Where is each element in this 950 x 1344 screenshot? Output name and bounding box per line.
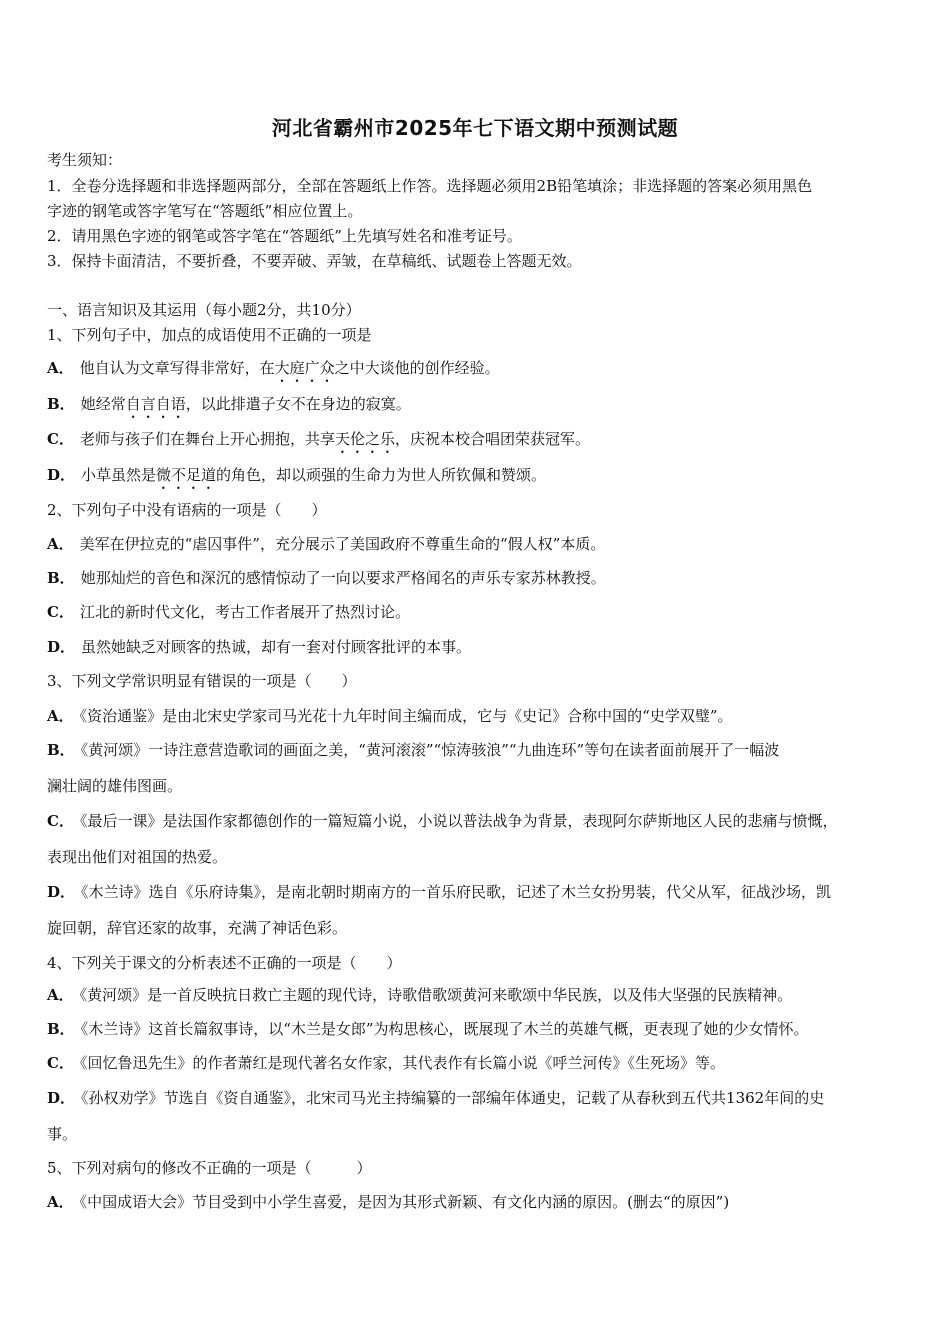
option-c (47, 602, 410, 622)
option-continuation: 澜壮阔的雄伟图画。 (47, 777, 183, 795)
option-d (47, 637, 471, 657)
option-a (47, 985, 792, 1005)
option-b (47, 1019, 809, 1039)
option-text: 虽然她缺乏对顾客的热诚，却有一套对付顾客批评的本事。 (81, 638, 472, 656)
option-text: 小草虽然是 (81, 466, 157, 484)
option-label: A． (47, 986, 74, 1004)
option-label: D． (47, 1089, 76, 1107)
option-text: ，庆祝本校合唱团荣获冠军。 (394, 430, 590, 448)
question-stem-5: 5、下列对病句的修改不正确的一项是（ ） (47, 1159, 372, 1177)
option-label: B． (47, 741, 75, 759)
dotted-idiom: 自言自语 (125, 395, 186, 413)
option-continuation: 事。 (47, 1125, 78, 1143)
option-label: A． (47, 359, 74, 377)
option-text: 之中大谈他的创作经验。 (334, 359, 500, 377)
dotted-idiom: 大庭广众 (274, 359, 335, 377)
option-b (47, 740, 779, 760)
question-stem-2: 2、下列句子中没有语病的一项是（ ） (47, 501, 327, 519)
option-label: B． (47, 1020, 75, 1038)
option-text: 的角色，却以顽强的生命力为世人所钦佩和赞颂。 (216, 466, 547, 484)
option-text: 《黄河颂》是一首反映抗日救亡主题的现代诗，诗歌借歌颂黄河来歌颂中华民族，以及伟大坚强的民族精神。 (79, 986, 793, 1004)
option-text: 《黄河颂》一诗注意营造歌词的画面之美，“黄河滚滚”“惊涛骇浪”“九曲连环”等句在读者面前展开了一幅波 (80, 741, 780, 759)
option-c (47, 811, 837, 831)
question-stem-3: 3、下列文学常识明显有错误的一项是（ ） (47, 672, 357, 690)
option-d (47, 465, 546, 493)
option-label: D． (47, 638, 76, 656)
section-heading: 一、语言知识及其运用（每小题2分，共10分） (47, 301, 361, 319)
notice-heading: 考生须知： (47, 151, 123, 169)
option-text: 美军在伊拉克的“虐囚事件”，充分展示了美国政府不尊重生命的“假人权”本质。 (79, 535, 606, 553)
notice-item: 1．全卷分选择题和非选择题两部分，全部在答题纸上作答。选择题必须用2B铅笔填涂；非选择题的答案必须用黑色 (47, 177, 813, 195)
option-label: C． (47, 812, 74, 830)
option-label: C． (47, 430, 74, 448)
option-b (47, 568, 606, 588)
option-text: 《木兰诗》选自《乐府诗集》，是南北朝时期南方的一首乐府民歌，记述了木兰女扮男装，代父从军，征战沙场，凯 (81, 883, 832, 901)
option-label: C． (47, 603, 74, 621)
notice-item: 2．请用黑色字迹的钢笔或答字笔在“答题纸”上先填写姓名和准考证号。 (47, 227, 522, 245)
option-d (47, 882, 831, 902)
option-d (47, 1088, 824, 1108)
question-stem-1: 1、下列句子中，加点的成语使用不正确的一项是 (47, 326, 372, 344)
option-text: 《中国成语大会》节目受到中小学生喜爱，是因为其形式新颖、有文化内涵的原因。(删去“的原因”) (79, 1193, 730, 1211)
option-a (47, 1192, 729, 1212)
option-label: B． (47, 395, 75, 413)
option-a (47, 706, 732, 726)
option-text: 她经常 (80, 395, 126, 413)
option-label: D． (47, 466, 76, 484)
option-label: A． (47, 707, 74, 725)
option-text: ，以此排遣子女不在身边的寂寞。 (185, 395, 411, 413)
option-c (47, 1053, 725, 1073)
option-label: A． (47, 1193, 74, 1211)
dotted-idiom: 微不足道 (156, 466, 217, 484)
option-label: B． (47, 569, 75, 587)
dotted-idiom: 天伦之乐 (334, 430, 395, 448)
option-text: 她那灿烂的音色和深沉的感情惊动了一向以要求严格闻名的声乐专家苏林教授。 (80, 569, 606, 587)
option-b (47, 394, 411, 422)
option-c (47, 429, 590, 457)
option-text: 《最后一课》是法国作家都德创作的一篇短篇小说，小说以普法战争为背景，表现阿尔萨斯地区人民的悲痛与愤慨， (79, 812, 838, 830)
option-label: C． (47, 1054, 74, 1072)
option-label: D． (47, 883, 76, 901)
option-text: 《资治通鉴》是由北宋史学家司马光花十九年时间主编而成，它与《史记》合称中国的“史学双璧”。 (79, 707, 733, 725)
option-text: 《孙权劝学》节选自《资自通鉴》，北宋司马光主持编纂的一部编年体通史，记载了从春秋到五代共1362年间的史 (81, 1089, 825, 1107)
option-text: 他自认为文章写得非常好，在 (79, 359, 275, 377)
option-continuation: 表现出他们对祖国的热爱。 (47, 848, 228, 866)
option-continuation: 旋回朝，辞官还家的故事，充满了神话色彩。 (47, 919, 348, 937)
notice-item: 字迹的钢笔或答字笔写在“答题纸”相应位置上。 (47, 202, 363, 220)
option-text: 《回忆鲁迅先生》的作者萧红是现代著名女作家，其代表作有长篇小说《呼兰河传》《生死场》等。 (79, 1054, 725, 1072)
option-a (47, 534, 605, 554)
page-title: 河北省霸州市2025年七下语文期中预测试题 (271, 116, 679, 140)
option-text: 老师与孩子们在舞台上开心拥抱，共享 (79, 430, 335, 448)
notice-item: 3．保持卡面清洁，不要折叠，不要弄破、弄皱，在草稿纸、试题卷上答题无效。 (47, 252, 582, 270)
option-label: A． (47, 535, 74, 553)
option-a (47, 358, 500, 386)
question-stem-4: 4、下列关于课文的分析表述不正确的一项是（ ） (47, 954, 402, 972)
option-text: 《木兰诗》这首长篇叙事诗，以“木兰是女郎”为构思核心，既展现了木兰的英雄气概，更表现了她的少女情怀。 (80, 1020, 809, 1038)
option-text: 江北的新时代文化，考古工作者展开了热烈讨论。 (79, 603, 410, 621)
